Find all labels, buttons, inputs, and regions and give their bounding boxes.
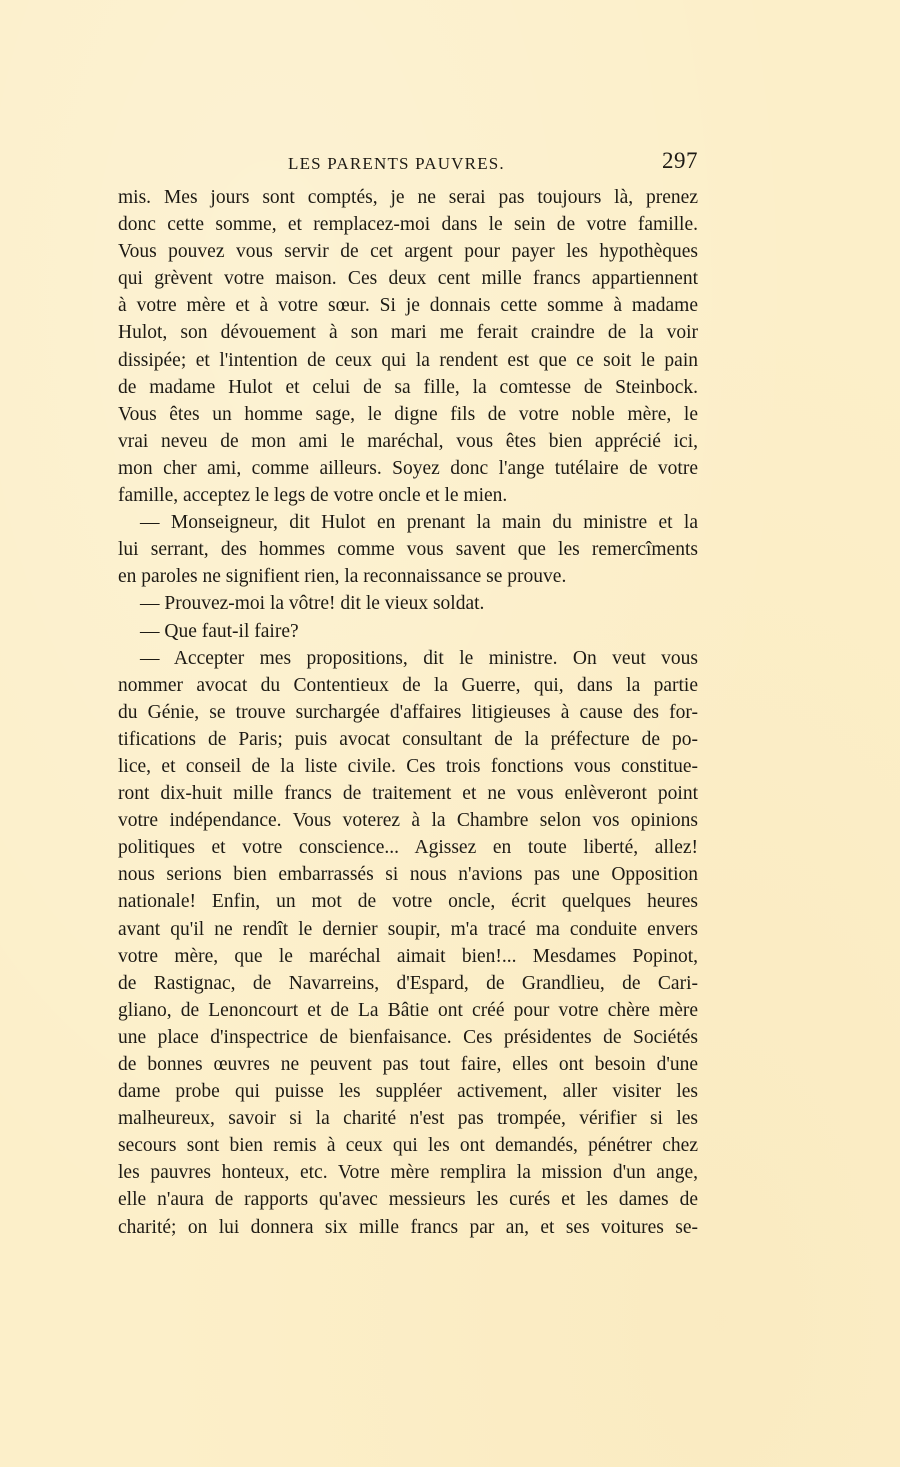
text-line: nationale! Enfin, un mot de votre oncle, écrit quelques heures	[118, 891, 698, 913]
text-line: Vous êtes un homme sage, le digne fils de votre noble mère, le	[118, 403, 698, 425]
running-head	[118, 148, 698, 180]
text-line: tifications de Paris; puis avocat consultant de la préfecture de po-	[118, 728, 698, 750]
book-page	[118, 148, 698, 1241]
text-line: gliano, de Lenoncourt et de La Bâtie ont créé pour votre chère mère	[118, 999, 698, 1021]
text-line: charité; on lui donnera six mille francs par an, et ses voitures se-	[118, 1216, 698, 1238]
text-line: du Génie, se trouve surchargée d'affaires litigieuses à cause des for-	[118, 701, 698, 723]
text-line: à votre mère et à votre sœur. Si je donnais cette somme à madame	[118, 295, 698, 317]
text-line: elle n'aura de rapports qu'avec messieurs les curés et les dames de	[118, 1189, 698, 1211]
body-text	[118, 184, 698, 1241]
text-line: dame probe qui puisse les suppléer activement, aller visiter les	[118, 1081, 698, 1103]
text-line: mon cher ami, comme ailleurs. Soyez donc l'ange tutélaire de votre	[118, 457, 698, 479]
text-line: nous serions bien embarrassés si nous n'avions pas une Opposition	[118, 864, 698, 886]
text-line: ront dix-huit mille francs de traitement et ne vous enlèveront point	[118, 783, 698, 805]
text-line: votre indépendance. Vous voterez à la Chambre selon vos opinions	[118, 810, 698, 832]
text-line: avant qu'il ne rendît le dernier soupir, m'a tracé ma conduite envers	[118, 918, 698, 940]
text-line: les pauvres honteux, etc. Votre mère remplira la mission d'un ange,	[118, 1162, 698, 1184]
text-line: donc cette somme, et remplacez-moi dans le sein de votre famille.	[118, 214, 698, 236]
text-line: une place d'inspectrice de bienfaisance. Ces présidentes de Sociétés	[118, 1026, 698, 1048]
text-line: lui serrant, des hommes comme vous savent que les remercîments	[118, 539, 698, 561]
text-line: dissipée; et l'intention de ceux qui la rendent est que ce soit le pain	[118, 349, 698, 371]
text-line: politiques et votre conscience... Agissez en toute liberté, allez!	[118, 837, 698, 859]
text-line: de Rastignac, de Navarreins, d'Espard, de Grandlieu, de Cari-	[118, 972, 698, 994]
text-line: mis. Mes jours sont comptés, je ne serai pas toujours là, prenez	[118, 187, 698, 208]
text-line: qui grèvent votre maison. Ces deux cent mille francs appartiennent	[118, 268, 698, 290]
text-line: Hulot, son dévouement à son mari me ferait craindre de la voir	[118, 322, 698, 344]
text-line: famille, acceptez le legs de votre oncle et le mien.	[118, 485, 508, 507]
text-line: — Prouvez-moi la vôtre! dit le vieux soldat.	[140, 593, 485, 615]
text-line: votre mère, que le maréchal aimait bien!... Mesdames Popinot,	[118, 945, 698, 967]
text-line: — Que faut-il faire?	[140, 620, 299, 642]
text-line: nommer avocat du Contentieux de la Guerre, qui, dans la partie	[118, 674, 698, 696]
text-line: en paroles ne signifient rien, la reconnaissance se prouve.	[118, 566, 567, 588]
text-line: de bonnes œuvres ne peuvent pas tout faire, elles ont besoin d'une	[118, 1054, 698, 1075]
text-line: Vous pouvez vous servir de cet argent pour payer les hypothèques	[118, 241, 698, 263]
page-number: 297	[662, 148, 698, 173]
text-line: de madame Hulot et celui de sa fille, la comtesse de Steinbock.	[118, 376, 698, 398]
text-line: secours sont bien remis à ceux qui les ont demandés, pénétrer chez	[118, 1135, 698, 1157]
text-line: lice, et conseil de la liste civile. Ces trois fonctions vous constitue-	[118, 755, 698, 777]
text-line: — Monseigneur, dit Hulot en prenant la main du ministre et la	[140, 512, 698, 534]
text-line: malheureux, savoir si la charité n'est pas trompée, vérifier si les	[118, 1108, 698, 1130]
text-line: — Accepter mes propositions, dit le ministre. On veut vous	[140, 647, 698, 669]
text-line: vrai neveu de mon ami le maréchal, vous êtes bien apprécié ici,	[118, 430, 698, 452]
running-head-title: LES PARENTS PAUVRES.	[288, 154, 505, 173]
